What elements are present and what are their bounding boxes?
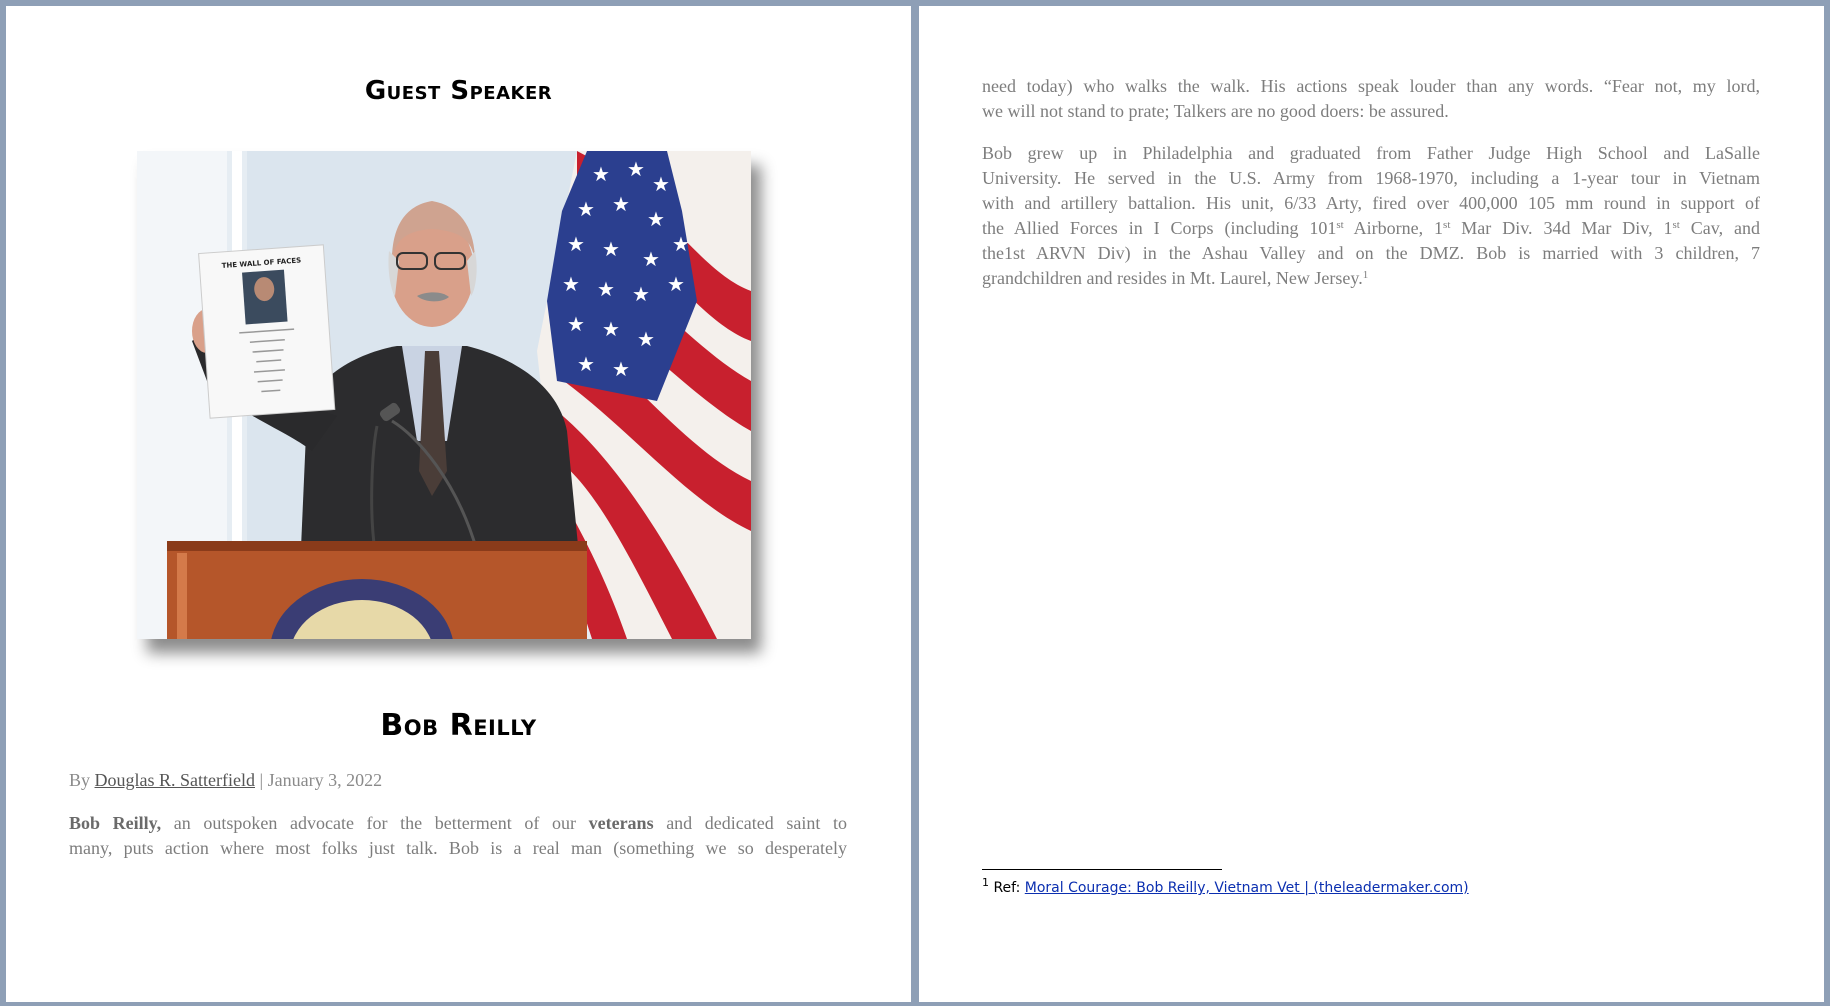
svg-text:★: ★ <box>642 247 660 271</box>
text-run: grandchildren and resides in Mt. Laurel, New Jersey. <box>982 268 1363 288</box>
byline-author-link[interactable]: Douglas R. Satterfield <box>94 770 255 790</box>
biography-paragraph <box>982 141 1760 291</box>
footnote-separator <box>982 869 1222 870</box>
svg-text:★: ★ <box>577 197 595 221</box>
ordinal-superscript: st <box>1672 219 1680 231</box>
document-page-right <box>919 6 1824 1002</box>
footnote-reference[interactable]: 1 <box>1362 269 1369 281</box>
svg-text:★: ★ <box>667 272 685 296</box>
footnote-number: 1 <box>982 876 989 889</box>
svg-text:★: ★ <box>637 327 655 351</box>
speaker-photo-image <box>137 151 751 639</box>
text-run: Cav, and <box>1679 218 1761 238</box>
text-run: Airborne, 1 <box>1343 218 1444 238</box>
document-page-left <box>6 6 911 1002</box>
byline-separator: | <box>255 770 268 790</box>
svg-text:★: ★ <box>567 232 585 256</box>
footnote-link[interactable]: Moral Courage: Bob Reilly, Vietnam Vet | (theleadermaker.com) <box>1024 880 1469 896</box>
intro-paragraph <box>69 811 847 861</box>
svg-text:★: ★ <box>602 237 620 261</box>
bold-name: Bob Reilly, <box>69 813 162 833</box>
program-title: THE WALL OF FACES <box>221 256 302 270</box>
paragraph-line <box>982 266 1760 291</box>
podium-highlight <box>177 553 187 639</box>
program-paper <box>199 245 335 418</box>
text-run: Mar Div. 34d Mar Div, 1 <box>1450 218 1673 238</box>
svg-text:★: ★ <box>632 282 650 306</box>
svg-text:★: ★ <box>672 232 690 256</box>
text-run: an outspoken advocate for the betterment of our <box>161 813 589 833</box>
svg-text:★: ★ <box>562 272 580 296</box>
svg-text:★: ★ <box>592 162 610 186</box>
paragraph-line: many, puts action where most folks just talk. Bob is a real man (something we so desperately <box>69 838 847 858</box>
byline-prefix: By <box>69 770 95 790</box>
text-run: the Allied Forces in I Corps (including 101 <box>982 218 1337 238</box>
continued-paragraph <box>982 74 1760 124</box>
text-run: and dedicated saint to <box>653 813 848 833</box>
svg-text:★: ★ <box>652 172 670 196</box>
paragraph-line: we will not stand to prate; Talkers are no good doers: be assured. <box>982 101 1449 121</box>
svg-text:★: ★ <box>567 312 585 336</box>
svg-text:★: ★ <box>597 277 615 301</box>
ordinal-superscript: st <box>1336 219 1344 231</box>
svg-text:★: ★ <box>627 157 645 181</box>
paragraph-line: the1st ARVN Div) in the Ashau Valley and on the DMZ. Bob is married with 3 children, 7 <box>982 243 1760 263</box>
paragraph-line <box>69 811 847 836</box>
speaker-photo[interactable] <box>137 151 751 639</box>
bold-veterans: veterans <box>588 813 654 833</box>
footnote-label: Ref: <box>989 880 1025 896</box>
svg-text:★: ★ <box>577 352 595 376</box>
svg-text:★: ★ <box>612 357 630 381</box>
svg-text:★: ★ <box>612 192 630 216</box>
paragraph-line: Bob grew up in Philadelphia and graduated from Father Judge High School and LaSalle <box>982 143 1760 163</box>
paragraph-line <box>982 216 1760 241</box>
ordinal-superscript: st <box>1443 219 1451 231</box>
podium-top <box>167 541 587 551</box>
section-heading-guest-speaker: Guest Speaker <box>364 76 553 106</box>
paragraph-line: University. He served in the U.S. Army from 1968-1970, including a 1-year tour in Vietnam <box>982 168 1760 188</box>
byline-date: January 3, 2022 <box>267 770 383 790</box>
svg-text:★: ★ <box>602 317 620 341</box>
paragraph-line: with and artillery battalion. His unit, 6/33 Arty, fired over 400,000 105 mm round in support of <box>982 193 1760 213</box>
footnote <box>982 876 1469 896</box>
paragraph-line: need today) who walks the walk. His actions speak louder than any words. “Fear not, my lord, <box>982 76 1760 96</box>
speaker-name-heading: Bob Reilly <box>380 708 537 743</box>
byline <box>69 770 382 791</box>
svg-text:★: ★ <box>647 207 665 231</box>
